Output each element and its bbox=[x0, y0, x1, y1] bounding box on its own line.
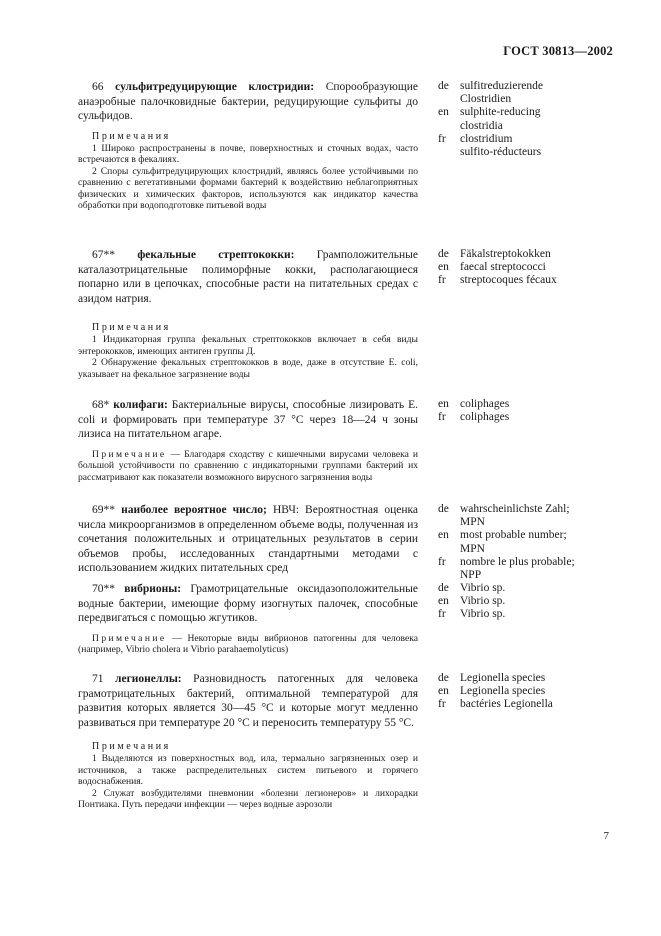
equivalents-68 bbox=[438, 398, 628, 424]
equivalent-term: wahrscheinlichste Zahl; bbox=[460, 503, 570, 515]
equivalent-term: Clostridien bbox=[460, 93, 512, 106]
term-name: наиболее вероятное число; bbox=[121, 504, 267, 516]
note-inline bbox=[78, 633, 418, 656]
equivalent-term: faecal streptococci bbox=[460, 261, 546, 274]
lang-code: de bbox=[438, 503, 449, 515]
term-number: 69** bbox=[92, 504, 115, 516]
equivalent-term: sulphite-reducing bbox=[460, 106, 541, 119]
equivalent-term: NPP bbox=[460, 569, 482, 582]
equivalent-term: Legionella species bbox=[460, 685, 546, 698]
page-number: 7 bbox=[603, 830, 609, 842]
note-2: 2 Обнаружение фекальных стрептококков в воде, даже в отсутствие E. coli, указывает на фекальное загрязнение воды bbox=[78, 357, 418, 380]
lang-code: en bbox=[438, 398, 449, 410]
note-2: 2 Споры сульфитредуцирующих клостридий, являясь более устойчивыми по сравнению с вегетативными формами бактерий к воздействию неблагоприятных физических и химических факторов, используются как индикатор качества обработки при водоподготовке питьевой воды bbox=[78, 165, 418, 212]
term-number: 67** bbox=[92, 249, 115, 261]
equivalent-term: clostridia bbox=[460, 119, 503, 132]
term-number: 68* bbox=[92, 399, 110, 411]
lang-code: fr bbox=[438, 411, 446, 424]
lang-code: fr bbox=[438, 555, 446, 568]
equivalent-term: streptocoques fécaux bbox=[460, 274, 557, 287]
term-definition bbox=[78, 248, 418, 306]
equivalent-term: clostridium bbox=[460, 132, 513, 145]
equivalent-term: coliphages bbox=[460, 398, 510, 410]
note-text: — Некоторые виды вибрионов патогенны для человека (например, Vibrio cholera и Vibrio parahaemolyticus) bbox=[78, 632, 418, 656]
note-1: 1 Широко распространены в почве, поверхностных и сточных водах, часто встречаются в фекалиях. bbox=[78, 142, 418, 166]
lang-code: de bbox=[438, 672, 449, 684]
notes-heading: Примечания bbox=[92, 130, 171, 142]
term-definition bbox=[78, 398, 418, 442]
lang-code: en bbox=[438, 529, 449, 542]
equivalents-66 bbox=[438, 80, 628, 159]
lang-code: fr bbox=[438, 132, 446, 145]
term-name: легионеллы: bbox=[115, 673, 182, 685]
term-name: фекальные стрептококки: bbox=[137, 249, 295, 261]
lang-code: fr bbox=[438, 608, 446, 621]
lang-code: de bbox=[438, 248, 449, 260]
equivalent-term: Vibrio sp. bbox=[460, 608, 506, 621]
equivalents-67 bbox=[438, 248, 628, 288]
equivalents-71 bbox=[438, 672, 628, 712]
equivalent-term: bactéries Legionella bbox=[460, 698, 553, 711]
equivalent-term: sulfito-réducteurs bbox=[460, 146, 542, 159]
definition-text: НВЧ: Вероятностная оценка числа микроорганизмов в определенном объеме воды, полученная из сочетания положительных и отрицательных результатов в серии объемов пробы, исследованных стандартными методами с использованием жидких питательных сред bbox=[78, 504, 419, 574]
term-definition bbox=[78, 672, 418, 730]
term-definition bbox=[78, 503, 418, 576]
term-number: 70** bbox=[92, 583, 115, 595]
equivalent-term: Fäkalstreptokokken bbox=[460, 248, 551, 260]
term-definition bbox=[78, 582, 418, 626]
note-label: Примечание bbox=[92, 632, 167, 644]
term-definition bbox=[78, 80, 418, 124]
definition-text: Спорообразующие анаэробные палочковидные бактерии, редуцирующие сульфиты до сульфидов. bbox=[78, 81, 419, 122]
equivalent-term: sulfitreduzierende bbox=[460, 80, 544, 92]
term-number: 66 bbox=[92, 81, 104, 93]
equivalent-term: Vibrio sp. bbox=[460, 595, 506, 608]
equivalent-term: Legionella species bbox=[460, 672, 546, 684]
equivalents-70 bbox=[438, 582, 628, 622]
term-entry-67 bbox=[78, 248, 418, 380]
lang-code: fr bbox=[438, 274, 446, 287]
term-name: колифаги: bbox=[113, 399, 168, 411]
equivalent-term: MPN bbox=[460, 516, 485, 529]
lang-code: en bbox=[438, 261, 449, 274]
term-name: вибрионы: bbox=[124, 583, 182, 595]
term-entry-71 bbox=[78, 672, 418, 811]
definition-text: Грамположительные каталазотрицательные полиморфные кокки, располагающиеся попарно или в цепочках, способные расти на питательных средах с азидом натрия. bbox=[78, 249, 419, 305]
equivalent-term: most probable number; bbox=[460, 529, 567, 542]
equivalent-term: MPN bbox=[460, 542, 485, 555]
note-inline bbox=[78, 449, 418, 484]
definition-text: Грамотрицательные оксидазоположительные водные бактерии, имеющие форму изогнутых палочек, способные передвигаться с помощью жгутиков. bbox=[78, 583, 419, 624]
lang-code: de bbox=[438, 582, 449, 594]
equivalent-term: Vibrio sp. bbox=[460, 582, 506, 594]
term-name: сульфитредуцирующие клостридии: bbox=[115, 81, 315, 93]
note-1: 1 Индикаторная группа фекальных стрептококков включает в себя виды энтерококков, имеющих антиген группы Д. bbox=[78, 334, 418, 357]
term-entry-69 bbox=[78, 503, 418, 576]
equivalent-term: coliphages bbox=[460, 411, 510, 424]
definition-text: Разновидность патогенных для человека грамотрицательных бактерий, оптимальной температурой для развития которых является 30—45 °С и которые могут медленно развиваться при температуре 20 °С и переносить температуру 55 °С. bbox=[78, 673, 418, 729]
lang-code: de bbox=[438, 80, 449, 92]
lang-code: en bbox=[438, 106, 449, 119]
term-number: 71 bbox=[92, 673, 104, 685]
notes-heading: Примечания bbox=[92, 741, 171, 752]
equivalent-term: nombre le plus probable; bbox=[460, 555, 575, 568]
notes-heading: Примечания bbox=[92, 322, 171, 333]
note-text: — Благодаря сходству с кишечными вирусами человека и большой устойчивости по сравнению с индикаторными группами бактерий их рассматривают как показатели возможного вирусного загрязнения воды bbox=[78, 448, 418, 483]
equivalents-69 bbox=[438, 503, 628, 582]
lang-code: fr bbox=[438, 698, 446, 711]
document-header: ГОСТ 30813—2002 bbox=[503, 44, 613, 58]
note-2: 2 Служат возбудителями пневмонии «болезни легионеров» и лихорадки Понтиака. Путь передачи инфекции — через водные аэрозоли bbox=[78, 787, 418, 811]
note-1: 1 Выделяются из поверхностных вод, ила, термально загрязненных озер и источников, а также распределительных систем питьевого и горячего водоснабжения. bbox=[78, 753, 418, 788]
term-entry-66 bbox=[78, 80, 418, 212]
term-entry-70 bbox=[78, 582, 418, 656]
definition-text: Бактериальные вирусы, способные лизировать E. coli и формировать при температуре 37 °С через 18—24 ч зоны лизиса на питательном агаре. bbox=[78, 399, 419, 440]
lang-code: en bbox=[438, 595, 449, 608]
lang-code: en bbox=[438, 685, 449, 698]
note-label: Примечание bbox=[92, 448, 167, 460]
term-entry-68 bbox=[78, 398, 418, 483]
